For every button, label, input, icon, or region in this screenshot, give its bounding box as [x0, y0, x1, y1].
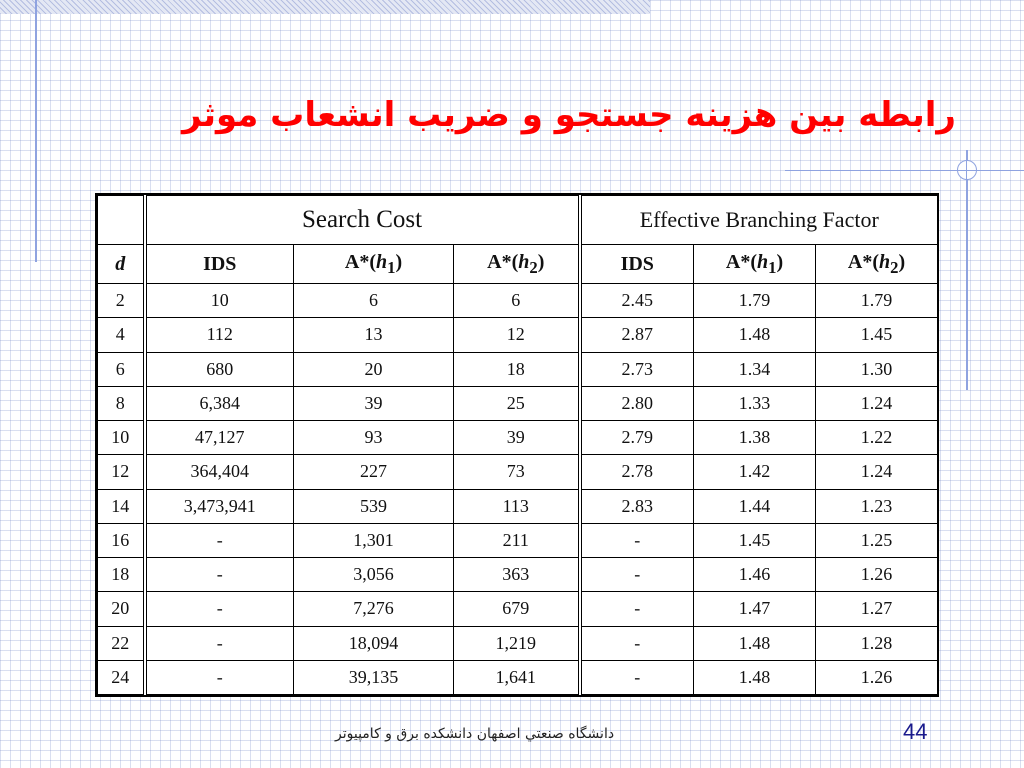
table-row [98, 421, 938, 455]
cell-ids-cost: 3,473,941 [145, 489, 294, 523]
table-row [98, 660, 938, 694]
cell-astar-h2-cost: 25 [454, 386, 580, 420]
cell-astar-h1-ebf: 1.47 [694, 592, 816, 626]
cell-d: 18 [98, 558, 145, 592]
cell-ids-cost: 364,404 [145, 455, 294, 489]
cell-astar-h2-cost: 39 [454, 421, 580, 455]
cell-astar-h1-cost: 39,135 [294, 660, 454, 694]
cell-ids-cost: 47,127 [145, 421, 294, 455]
cell-astar-h2-ebf: 1.22 [816, 421, 938, 455]
cell-ids-ebf: - [580, 592, 694, 626]
results-table [97, 195, 938, 695]
cell-astar-h1-ebf: 1.38 [694, 421, 816, 455]
cell-astar-h2-ebf: 1.28 [816, 626, 938, 660]
column-header-ebf-astar-h2: $A*(h_2)$ [816, 245, 938, 284]
cell-astar-h2-cost: 1,219 [454, 626, 580, 660]
table-row [98, 386, 938, 420]
cell-astar-h1-ebf: 1.79 [694, 284, 816, 318]
cell-ids-ebf: 2.45 [580, 284, 694, 318]
cell-astar-h1-ebf: 1.48 [694, 626, 816, 660]
cell-ids-ebf: 2.73 [580, 352, 694, 386]
cell-astar-h2-cost: 12 [454, 318, 580, 352]
cell-ids-cost: - [145, 558, 294, 592]
cell-ids-ebf: 2.83 [580, 489, 694, 523]
cell-astar-h1-cost: 7,276 [294, 592, 454, 626]
cell-ids-ebf: - [580, 626, 694, 660]
cell-astar-h1-ebf: 1.45 [694, 523, 816, 557]
cell-astar-h1-ebf: 1.42 [694, 455, 816, 489]
top-decor-band [0, 0, 650, 14]
cell-astar-h1-cost: 539 [294, 489, 454, 523]
group-header-branching-factor: Effective Branching Factor [580, 196, 938, 245]
cell-d: 6 [98, 352, 145, 386]
cell-astar-h1-ebf: 1.44 [694, 489, 816, 523]
cell-astar-h1-cost: 1,301 [294, 523, 454, 557]
column-header-d: d [98, 245, 145, 284]
corner-cell [98, 196, 145, 245]
table-row [98, 558, 938, 592]
crosshair-circle-icon [957, 160, 977, 180]
cell-ids-cost: 6,384 [145, 386, 294, 420]
cell-astar-h1-ebf: 1.46 [694, 558, 816, 592]
left-decor-line [35, 0, 37, 262]
table-row [98, 284, 938, 318]
cell-ids-cost: 10 [145, 284, 294, 318]
cell-d: 8 [98, 386, 145, 420]
cell-d: 16 [98, 523, 145, 557]
cell-astar-h2-cost: 18 [454, 352, 580, 386]
table-body [98, 284, 938, 695]
column-header-ids: IDS [145, 245, 294, 284]
cell-astar-h2-ebf: 1.26 [816, 660, 938, 694]
cell-d: 4 [98, 318, 145, 352]
cell-astar-h2-ebf: 1.79 [816, 284, 938, 318]
cell-astar-h2-ebf: 1.45 [816, 318, 938, 352]
table-row [98, 455, 938, 489]
cell-astar-h1-cost: 93 [294, 421, 454, 455]
table-row [98, 626, 938, 660]
title-underline-decor [785, 170, 1024, 171]
cell-astar-h1-ebf: 1.33 [694, 386, 816, 420]
column-header-ebf-astar-h1: $A*(h_1)$ [694, 245, 816, 284]
table-row [98, 489, 938, 523]
cell-ids-cost: - [145, 626, 294, 660]
cell-astar-h2-ebf: 1.27 [816, 592, 938, 626]
cell-ids-cost: 112 [145, 318, 294, 352]
cell-astar-h2-ebf: 1.24 [816, 455, 938, 489]
cell-astar-h2-cost: 6 [454, 284, 580, 318]
slide-footer: دانشگاه صنعتي اصفهان دانشكده برق و كامپيوتر [335, 726, 615, 742]
cell-ids-ebf: 2.78 [580, 455, 694, 489]
cell-astar-h2-ebf: 1.26 [816, 558, 938, 592]
cell-astar-h2-cost: 1,641 [454, 660, 580, 694]
cell-astar-h1-cost: 6 [294, 284, 454, 318]
column-header-row [98, 245, 938, 284]
cell-d: 22 [98, 626, 145, 660]
cell-astar-h2-cost: 113 [454, 489, 580, 523]
table-row [98, 592, 938, 626]
table-row [98, 318, 938, 352]
column-header-astar-h1: $A*(h_1)$ [294, 245, 454, 284]
cell-astar-h1-cost: 13 [294, 318, 454, 352]
cell-astar-h1-cost: 39 [294, 386, 454, 420]
results-table-container [95, 193, 939, 697]
cell-ids-ebf: 2.80 [580, 386, 694, 420]
cell-astar-h1-ebf: 1.48 [694, 318, 816, 352]
page-number: 44 [903, 719, 928, 744]
cell-astar-h2-cost: 211 [454, 523, 580, 557]
cell-astar-h2-ebf: 1.23 [816, 489, 938, 523]
cell-astar-h2-cost: 363 [454, 558, 580, 592]
cell-d: 14 [98, 489, 145, 523]
group-header-search-cost: Search Cost [145, 196, 580, 245]
cell-astar-h1-cost: 227 [294, 455, 454, 489]
group-header-row [98, 196, 938, 245]
cell-astar-h2-ebf: 1.25 [816, 523, 938, 557]
cell-ids-ebf: - [580, 558, 694, 592]
cell-d: 20 [98, 592, 145, 626]
cell-d: 10 [98, 421, 145, 455]
cell-ids-ebf: 2.87 [580, 318, 694, 352]
cell-astar-h2-ebf: 1.24 [816, 386, 938, 420]
cell-astar-h1-cost: 20 [294, 352, 454, 386]
column-header-ebf-ids: IDS [580, 245, 694, 284]
cell-ids-cost: 680 [145, 352, 294, 386]
cell-astar-h1-ebf: 1.48 [694, 660, 816, 694]
table-row [98, 352, 938, 386]
cell-ids-ebf: - [580, 660, 694, 694]
cell-astar-h2-cost: 73 [454, 455, 580, 489]
cell-d: 12 [98, 455, 145, 489]
table-row [98, 523, 938, 557]
right-decor-line [966, 150, 968, 390]
cell-astar-h2-ebf: 1.30 [816, 352, 938, 386]
cell-d: 2 [98, 284, 145, 318]
cell-ids-cost: - [145, 592, 294, 626]
cell-d: 24 [98, 660, 145, 694]
cell-astar-h1-ebf: 1.34 [694, 352, 816, 386]
slide-title: رابطه بین هزینه جستجو و ضریب انشعاب موثر [182, 95, 956, 135]
cell-astar-h1-cost: 18,094 [294, 626, 454, 660]
cell-ids-cost: - [145, 523, 294, 557]
cell-ids-cost: - [145, 660, 294, 694]
cell-ids-ebf: - [580, 523, 694, 557]
cell-astar-h1-cost: 3,056 [294, 558, 454, 592]
cell-ids-ebf: 2.79 [580, 421, 694, 455]
column-header-astar-h2: $A*(h_2)$ [454, 245, 580, 284]
cell-astar-h2-cost: 679 [454, 592, 580, 626]
